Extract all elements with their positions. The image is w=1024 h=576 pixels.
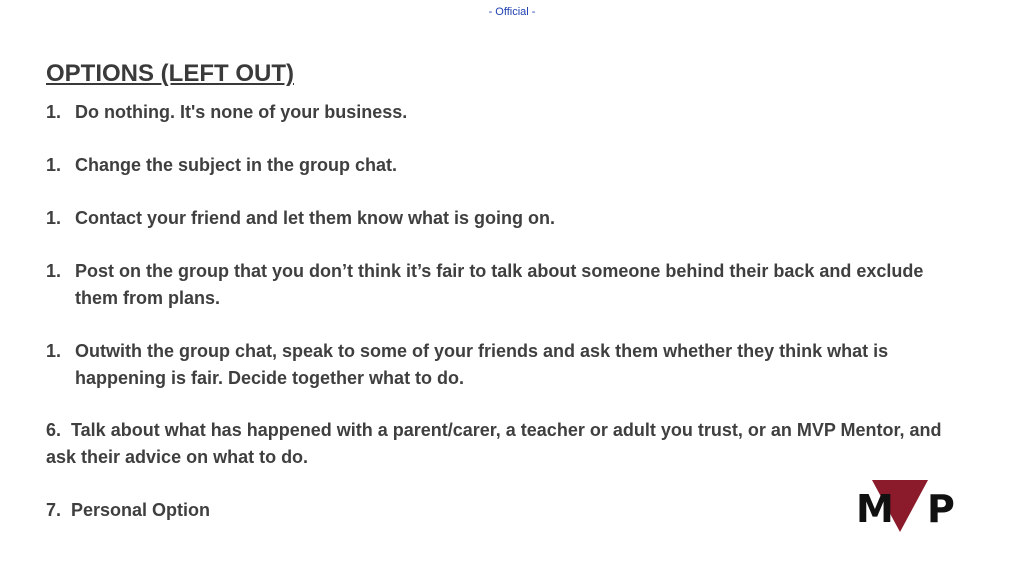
option-number: 1. [46, 102, 62, 122]
option-number: 7. [46, 500, 62, 520]
option-text: Do nothing. It's none of your business. [75, 102, 408, 122]
option-number: 6. [46, 420, 62, 440]
option-text: Talk about what has happened with a parent/carer, a teacher or adult you trust, or an MVP Mentor, and ask their advice on what to do. [46, 420, 942, 467]
option-item [46, 417, 966, 470]
option-text: Outwith the group chat, speak to some of your friends and ask them whether they think what is happening is fair. Decide together what to do. [75, 341, 889, 388]
option-text: Change the subject in the group chat. [75, 155, 398, 175]
option-item [46, 338, 966, 391]
option-item [46, 258, 966, 311]
option-number: 1. [46, 261, 62, 281]
classification-label: - Official - [488, 6, 536, 18]
option-item [46, 99, 966, 126]
slide-title: OPTIONS (LEFT OUT) [46, 60, 294, 87]
option-text: Contact your friend and let them know what is going on. [75, 208, 556, 228]
logo-letter-m: M [856, 487, 894, 531]
option-number: 1. [46, 208, 62, 228]
mvp-logo [856, 478, 956, 534]
logo-letter-p: P [927, 487, 955, 531]
option-item [46, 205, 966, 232]
option-number: 1. [46, 155, 62, 175]
option-number: 1. [46, 341, 62, 361]
option-text: Personal Option [71, 500, 211, 520]
option-text: Post on the group that you don’t think it’s fair to talk about someone behind their back and exclude them from plans. [75, 261, 924, 308]
option-item [46, 497, 966, 524]
option-item [46, 152, 966, 179]
